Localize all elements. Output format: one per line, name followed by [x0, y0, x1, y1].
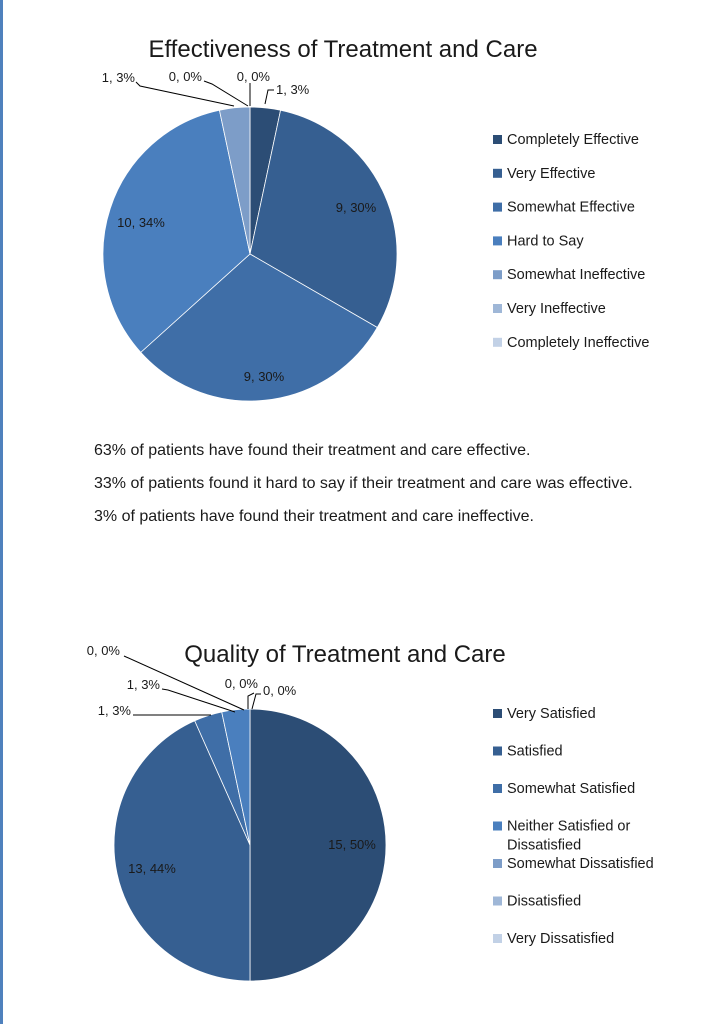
legend-swatch-neither-satisfied-or-dissatisfied: [493, 822, 502, 831]
data-label-somewhat-satisfied: 1, 3%: [126, 677, 160, 692]
legend-label-hard-to-say: Hard to Say: [507, 233, 584, 250]
legend-swatch-very-effective: [493, 169, 502, 178]
legend-label-somewhat-satisfied: Somewhat Satisfied: [507, 781, 636, 797]
legend-label-very-dissatisfied: Very Dissatisfied: [507, 931, 615, 947]
chart-title: Effectiveness of Treatment and Care: [148, 36, 538, 63]
summary-text: [94, 440, 634, 539]
data-label-somewhat-effective: 9, 30%: [243, 369, 285, 384]
legend-swatch-very-satisfied: [493, 709, 502, 718]
data-label-somewhat-ineffective: 1, 3%: [101, 70, 135, 85]
legend-swatch-dissatisfied: [493, 897, 502, 906]
chart-title: Quality of Treatment and Care: [184, 641, 506, 668]
data-label-very-ineffective: 0, 0%: [168, 69, 202, 84]
legend-label-satisfied: Satisfied: [507, 743, 563, 760]
legend-label-completely-effective: Completely Effective: [507, 132, 639, 148]
legend-swatch-somewhat-effective: [493, 203, 502, 212]
legend-label-neither-satisfied-or-dissatisfied: Neither Satisfied or Dissatisfied: [507, 818, 631, 854]
legend-label-somewhat-ineffective: Somewhat Ineffective: [507, 267, 646, 284]
data-label-somewhat-dissatisfied: 0, 0%: [86, 643, 120, 658]
data-label-satisfied: 13, 44%: [128, 861, 176, 876]
data-label-hard-to-say: 10, 34%: [117, 215, 165, 230]
summary-effective: 63% of patients have found their treatment and care effective.: [94, 442, 531, 459]
legend-swatch-very-dissatisfied: [493, 934, 502, 943]
legend-label-very-satisfied: Very Satisfied: [507, 706, 596, 722]
data-label-dissatisfied: 0, 0%: [224, 676, 258, 691]
data-label-very-effective: 9, 30%: [335, 200, 377, 215]
callout-line-very-dissatisfied: [252, 694, 261, 709]
data-label-very-dissatisfied: 0, 0%: [263, 683, 297, 698]
callout-line-somewhat-ineffective: [136, 82, 234, 106]
callout-line-very-ineffective: [204, 81, 248, 106]
legend-label-very-ineffective: Very Ineffective: [507, 301, 606, 317]
legend-swatch-somewhat-ineffective: [493, 270, 502, 279]
legend-label-very-effective: Very Effective: [507, 165, 596, 182]
data-label-neither-satisfied-or-dissatisfied: 1, 3%: [97, 703, 131, 718]
legend-swatch-completely-ineffective: [493, 338, 502, 347]
data-label-very-satisfied: 15, 50%: [328, 837, 376, 852]
effectiveness-pie-chart: [0, 0, 706, 410]
legend-label-dissatisfied: Dissatisfied: [507, 893, 582, 910]
quality-pie-chart: [0, 620, 706, 1024]
summary-ineffective: 3% of patients have found their treatment and care ineffective.: [94, 508, 534, 525]
legend-swatch-somewhat-dissatisfied: [493, 859, 502, 868]
legend-label-somewhat-effective: Somewhat Effective: [507, 199, 635, 216]
callout-line-completely-effective: [265, 90, 274, 104]
legend-label-completely-ineffective: Completely Ineffective: [507, 334, 650, 351]
summary-hard-to-say: 33% of patients found it hard to say if their treatment and care was effective.: [94, 475, 633, 492]
legend-swatch-very-ineffective: [493, 304, 502, 313]
legend-swatch-somewhat-satisfied: [493, 784, 502, 793]
data-label-completely-ineffective: 0, 0%: [236, 69, 270, 84]
legend-swatch-satisfied: [493, 747, 502, 756]
legend-swatch-hard-to-say: [493, 236, 502, 245]
data-label-completely-effective: 1, 3%: [276, 82, 310, 97]
legend-label-somewhat-dissatisfied: Somewhat Dissatisfied: [507, 856, 654, 872]
legend-swatch-completely-effective: [493, 135, 502, 144]
